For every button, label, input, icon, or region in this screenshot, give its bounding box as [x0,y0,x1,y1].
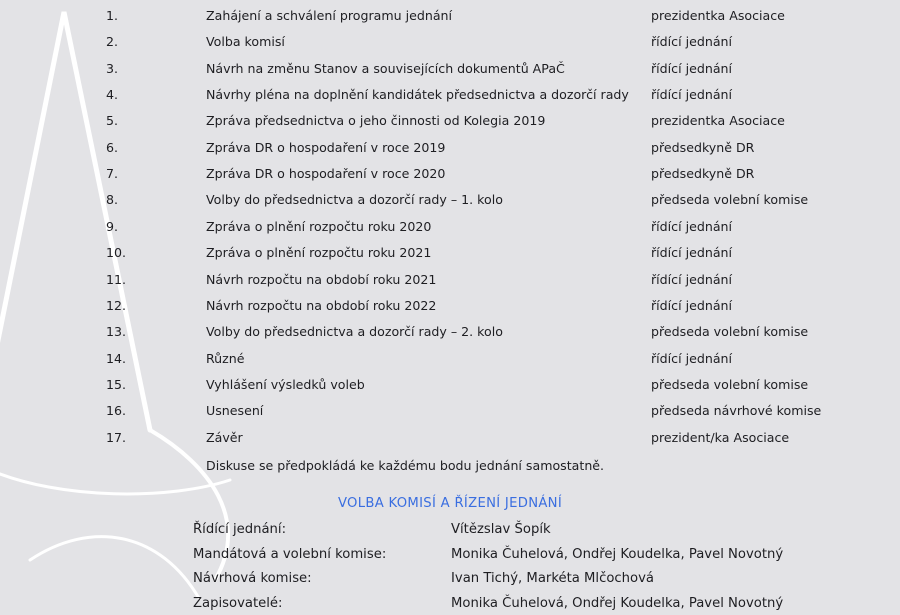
agenda-item-responsible: řídící jednání [651,271,733,287]
agenda-row [0,375,900,395]
agenda-item-responsible: řídící jednání [651,350,733,366]
agenda-item-responsible: předseda volební komise [651,376,809,392]
agenda-item-title: Volba komisí [206,34,285,50]
agenda-item-responsible: řídící jednání [651,297,733,313]
committee-members: Monika Čuhelová, Ondřej Koudelka, Pavel Novotný [451,546,784,562]
agenda-item-number: 12. [106,297,127,313]
committees-section-title: VOLBA KOMISÍ A ŘÍZENÍ JEDNÁNÍ [337,496,563,511]
agenda-row [0,111,900,131]
agenda-item-number: 16. [106,403,127,419]
agenda-item-number: 9. [106,218,119,234]
agenda-item-responsible: předsedkyně DR [651,166,755,182]
agenda-item-title: Závěr [206,429,243,445]
agenda-item-number: 13. [106,324,127,340]
agenda-item-responsible: prezidentka Asociace [651,113,785,129]
agenda-item-number: 15. [106,376,127,392]
agenda-row [0,401,900,421]
agenda-item-number: 3. [106,60,119,76]
agenda-item-number: 2. [106,34,119,50]
agenda-item-responsible: řídící jednání [651,245,733,261]
agenda-item-number: 7. [106,166,119,182]
agenda-item-responsible: řídící jednání [651,87,733,103]
agenda-row [0,322,900,342]
agenda-item-title: Návrh na změnu Stanov a souvisejících dokumentů APaČ [206,60,565,76]
committee-members: Vítězslav Šopík [451,522,551,537]
agenda-item-title: Návrh rozpočtu na období roku 2022 [206,297,437,313]
agenda-item-responsible: předsedkyně DR [651,139,755,155]
agenda-row [0,190,900,210]
committee-row [0,593,900,615]
agenda-item-responsible: předseda návrhové komise [651,403,822,419]
agenda-item-title: Zpráva o plnění rozpočtu roku 2020 [206,218,432,234]
agenda-item-title: Zpráva o plnění rozpočtu roku 2021 [206,245,432,261]
agenda-item-number: 6. [106,139,119,155]
agenda-item-number: 5. [106,113,119,129]
agenda-item-title: Usnesení [206,403,264,419]
agenda-row [0,217,900,237]
agenda-row [0,85,900,105]
agenda-row [0,59,900,79]
agenda-item-title: Návrh rozpočtu na období roku 2021 [206,271,437,287]
agenda-item-title: Zpráva DR o hospodaření v roce 2020 [206,166,446,182]
agenda-item-number: 14. [106,350,127,366]
agenda-row [0,6,900,26]
agenda-item-responsible: prezidentka Asociace [651,8,785,23]
agenda-item-title: Zpráva DR o hospodaření v roce 2019 [206,139,446,155]
agenda-item-responsible: prezident/ka Asociace [651,429,790,445]
agenda-item-responsible: řídící jednání [651,60,733,76]
committee-row [0,519,900,541]
committee-members: Ivan Tichý, Markéta Mlčochová [451,571,654,586]
agenda-item-title: Vyhlášení výsledků voleb [206,376,365,392]
agenda-item-title: Návrhy pléna na doplnění kandidátek předsednictva a dozorčí rady [206,87,629,103]
agenda-row [0,428,900,448]
agenda-item-title: Volby do předsednictva a dozorčí rady – 1. kolo [206,192,503,208]
agenda-note: Diskuse se předpokládá ke každému bodu jednání samostatně. [206,458,605,473]
agenda-item-title: Volby do předsednictva a dozorčí rady – 2. kolo [206,324,503,340]
agenda-row [0,243,900,263]
agenda-row [0,138,900,158]
agenda-row [0,270,900,290]
agenda-item-responsible: předseda volební komise [651,324,809,340]
agenda-item-number: 8. [106,192,119,208]
agenda-item-number: 4. [106,87,119,103]
agenda-item-title: Zpráva předsednictva o jeho činnosti od Kolegia 2019 [206,113,546,129]
agenda-item-number: 17. [106,429,127,445]
agenda-row [0,32,900,52]
agenda-item-responsible: řídící jednání [651,34,733,50]
committee-role: Návrhová komise: [193,571,312,586]
committee-role: Řídící jednání: [193,522,287,537]
agenda-item-number: 11. [106,271,127,287]
committee-row [0,568,900,590]
committee-role: Zapisovatelé: [193,595,283,611]
agenda-item-title: Zahájení a schválení programu jednání [206,8,453,23]
agenda-item-title: Různé [206,350,245,366]
agenda-row [0,349,900,369]
agenda-item-responsible: řídící jednání [651,218,733,234]
agenda-row [0,296,900,316]
committee-members: Monika Čuhelová, Ondřej Koudelka, Pavel Novotný [451,595,784,611]
committee-role: Mandátová a volební komise: [193,546,387,562]
agenda-item-responsible: předseda volební komise [651,192,809,208]
agenda-item-number: 1. [106,8,119,23]
committee-row [0,544,900,566]
agenda-item-number: 10. [106,245,127,261]
agenda-row [0,164,900,184]
